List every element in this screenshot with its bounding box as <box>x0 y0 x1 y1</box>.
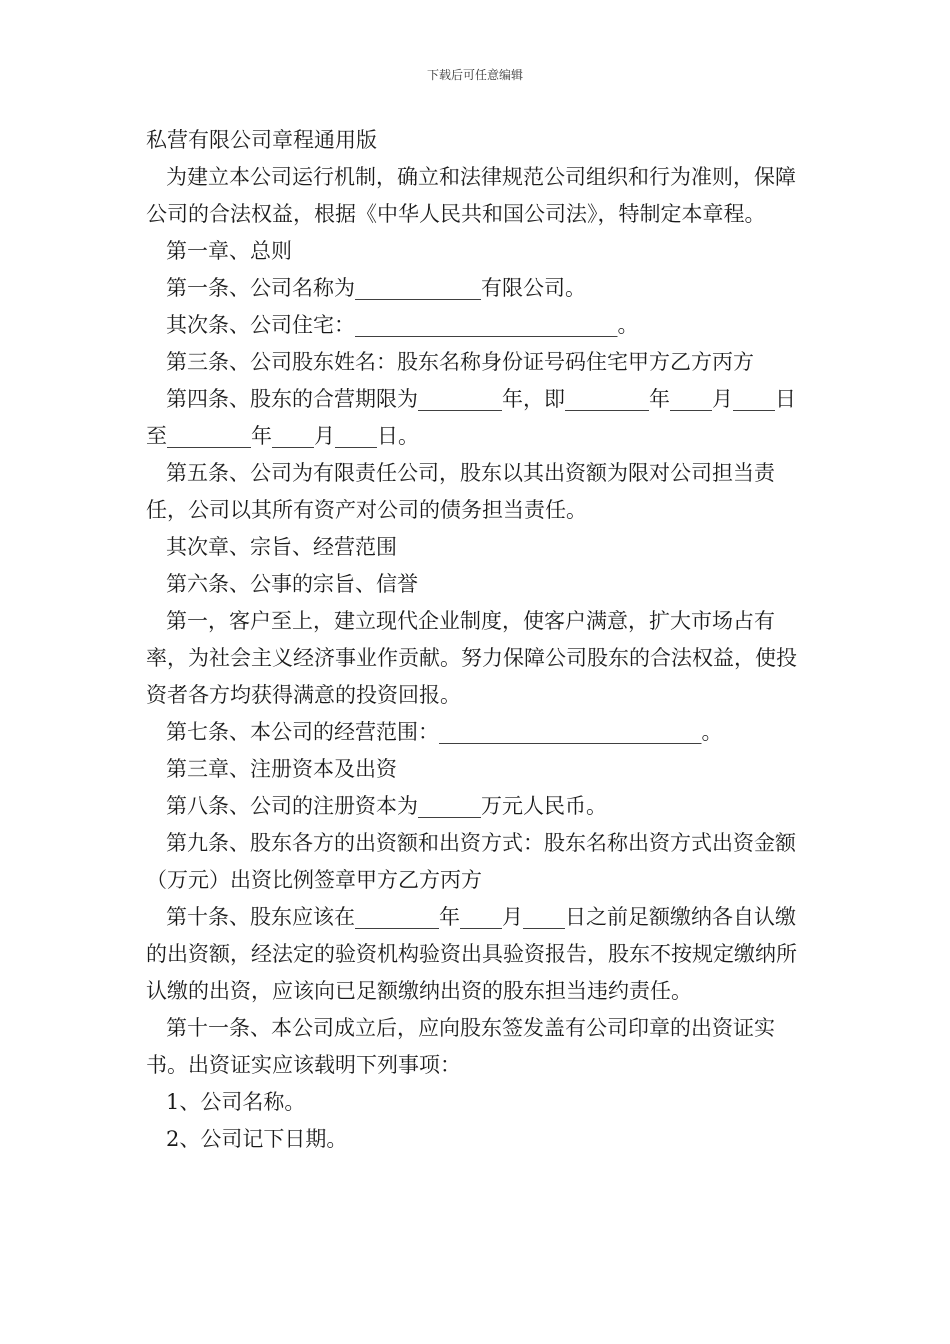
page-header: 下载后可任意编辑 <box>426 68 523 82</box>
article-5: 第五条、公司为有限责任公司，股东以其出资额为限对公司担当责任，公司以其所有资产对公司的债务担当责任。 <box>146 461 775 522</box>
chapter-3-heading: 第三章、注册资本及出资 <box>166 757 397 781</box>
paragraph-preamble: 为建立本公司运行机制，确立和法律规范公司组织和行为准则，保障公司的合法权益，根据《中华人民共和国公司法》，特制定本章程。 <box>146 165 796 226</box>
article-3: 第三条、公司股东姓名：股东名称身份证号码住宅甲方乙方丙方 <box>166 350 754 374</box>
article-4: 第四条、股东的合营期限为________年，即________年____月____日至________年____月____日。 <box>146 387 796 448</box>
article-9: 第九条、股东各方的出资额和出资方式：股东名称出资方式出资金额（万元）出资比例签章甲方乙方丙方 <box>146 831 796 892</box>
chapter-1-heading: 第一章、总则 <box>166 239 292 263</box>
document-body <box>146 122 816 1158</box>
article-2: 其次条、公司住宅：_________________________。 <box>166 313 639 337</box>
article-7: 第七条、本公司的经营范围：_________________________。 <box>166 720 723 744</box>
document-title: 私营有限公司章程通用版 <box>146 128 377 152</box>
article-6-item-1: 第一，客户至上，建立现代企业制度，使客户满意，扩大市场占有率，为社会主义经济事业作贡献。努力保障公司股东的合法权益，使投资者各方均获得满意的投资回报。 <box>146 609 797 707</box>
article-10: 第十条、股东应该在________年____月____日之前足额缴纳各自认缴的出资额，经法定的验资机构验资出具验资报告，股东不按规定缴纳所认缴的出资，应该向已足额缴纳出资的股东担当违约责任。 <box>146 905 797 1003</box>
article-11: 第十一条、本公司成立后，应向股东签发盖有公司印章的出资证实书。出资证实应该载明下列事项： <box>146 1016 775 1077</box>
article-8: 第八条、公司的注册资本为______万元人民币。 <box>166 794 607 818</box>
article-6: 第六条、公事的宗旨、信誉 <box>166 572 418 596</box>
chapter-2-heading: 其次章、宗旨、经营范围 <box>166 535 397 559</box>
list-item-1: 1、公司名称。 <box>166 1090 306 1114</box>
article-1: 第一条、公司名称为____________有限公司。 <box>166 276 586 300</box>
list-item-2: 2、公司记下日期。 <box>166 1127 348 1151</box>
